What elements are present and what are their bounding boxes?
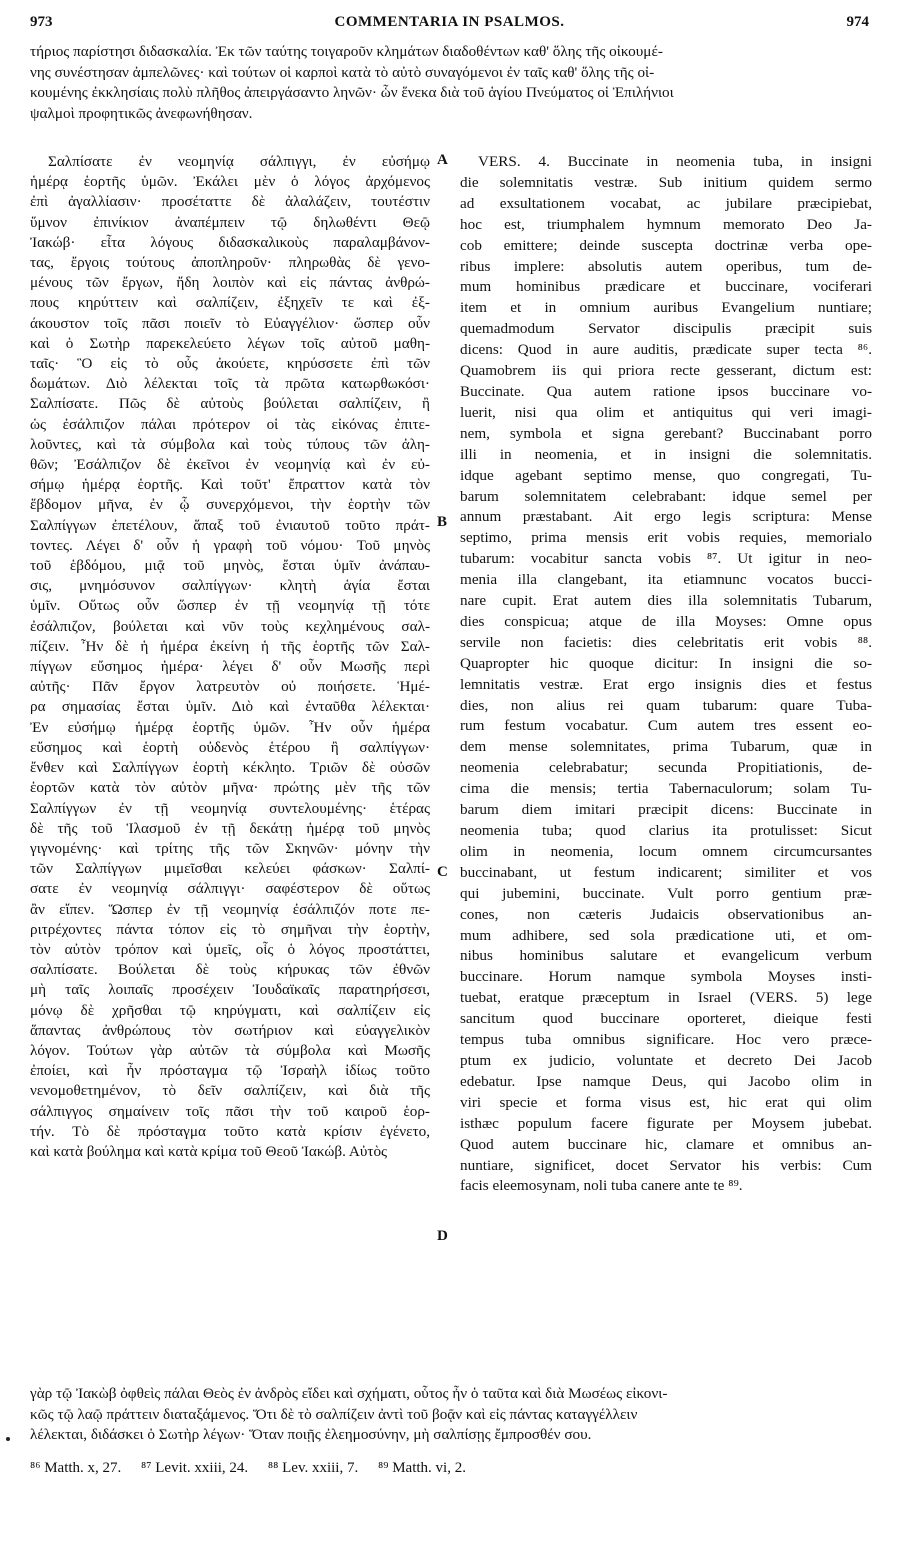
running-head	[30, 14, 869, 36]
page-title: COMMENTARIA IN PSALMOS.	[334, 14, 565, 30]
column-line: Buccinate. Qua autem ratione ipsos buccinare vo-	[460, 382, 872, 400]
column-line: buccinare. Horum namque symbola Moyses insti-	[460, 968, 872, 986]
column-line: ὕμνον ἐπινίκιον ἀναπέμπειν τῷ δηλωθέντι Θεῷ	[30, 213, 430, 231]
column-line: rum festum vocabatur. Cum autem tres essent eo-	[460, 717, 872, 735]
column-line: καὶ ὁ Σωτὴρ παρεκελεύετο λέγων τοῖς αὐτοῦ μαθη-	[30, 334, 430, 352]
column-line: Σαλπίγγων ἐπετέλουν, ἅπαξ τοῦ ἐνιαυτοῦ τοῦτο πράτ-	[30, 516, 430, 534]
footnotes	[30, 1460, 872, 1477]
column-line: cob emittere; deinde suscepta doctrinæ verba ope-	[460, 236, 872, 254]
column-line: ἅπαντας ἀνθρώπους τὸν σωτήριον καὶ εὐαγγελικὸν	[30, 1021, 430, 1039]
text-line: νης συνέστησαν ἀμπελῶνες· καὶ τούτων οἱ καρποὶ κατὰ τὸ αὐτὸ συναγόμενοι ἐν ταῖς καθ' ὅλης τῆς οἰ-	[30, 63, 655, 81]
column-line: Σαλπίσατε ἐν νεομηνίᾳ σάλπιγγι, ἐν εὐσήμῳ	[48, 153, 430, 170]
column-line: cones, non cæteris Judaicis observationibus an-	[460, 905, 872, 923]
column-line: mum adhibere, sed sola prædicatione uti, et om-	[460, 926, 872, 944]
column-line: neomenia celebrabatur; secunda Propitiationis, de-	[460, 759, 872, 777]
footnote: ⁸⁷ Levit. xxiii, 24.	[141, 1460, 249, 1476]
column-line: tempus tuba omnibus significare. Hoc vero præce-	[460, 1031, 872, 1049]
column-line: dem mense solemnitates, prima Tubarum, quæ in	[460, 738, 872, 756]
column-line: dies, non alius rei quam tubarum: quare Tuba-	[460, 696, 872, 714]
column-line: VERS. 4. Buccinate in neomenia tuba, in insigni	[478, 153, 872, 170]
column-line: ptum ex judicio, voluntate et decreto Dei Jacob	[460, 1051, 872, 1069]
column-line: mum hominibus prædicare et buccinare, vociferari	[460, 278, 872, 296]
text-line: κουμένης ἐκκλησίαις πολὺ πλῆθος ἀπειργάσαντο ληνῶν· ὧν ἕνεκα διὰ τοῦ ἁγίου Πνεύματος οἱ Ἐπιλήνιοι	[30, 84, 674, 101]
column-line: isthæc populum facere figurate per Moysem jubebat.	[460, 1114, 872, 1132]
text-line: κῶς τῷ λαῷ πράττειν διαταξάμενος. Ὅτι δὲ τὸ σαλπίζειν ἀντὶ τοῦ βοᾷν καὶ εἰς πάντας καταγγέλλειν	[30, 1405, 638, 1423]
top-full-width-paragraph	[30, 42, 872, 124]
column-line: item et in omnium auribus Evangelium nuntiare;	[460, 299, 872, 317]
column-line: ἐποίει, καὶ ἦν πρόσταγμα τῷ Ἰσραὴλ ἰδίως τοῦτο	[30, 1062, 430, 1080]
column-line: nibus hominibus salutare et evangelicum verbum	[460, 947, 872, 965]
column-line: ρα σημασίας ἔσται ὑμῖν. Διὸ καὶ ἐνταῦθα λέλεκται·	[30, 698, 430, 716]
column-line: idque agebant septimo mense, quo congregati, Tu-	[460, 466, 872, 484]
column-line: πίγγων εὔσημος ἡμέρα· λέγει δ' οὖν Μωσῆς περὶ	[30, 658, 430, 676]
column-line: νενομοθετημένον, τὸ δεῖν σαλπίζειν, καὶ διὰ τῆς	[30, 1082, 430, 1100]
column-line: dicens: Quod in aure auditis, prædicate super tecta ⁸⁶.	[460, 341, 872, 359]
column-line: τὸν αὐτὸν τρόπον καὶ ὑμεῖς, οἷς ὁ λόγος προστάττει,	[30, 940, 430, 958]
column-line: εὔσημος καὶ ἑορτὴ οὐδενὸς ἑτέρου ἢ σαλπίγγων·	[30, 738, 430, 756]
column-line: Quod autem buccinare hic, clamare et omnibus an-	[460, 1135, 872, 1153]
column-line: nem, symbola et signa gerebant? Buccinabant porro	[460, 424, 872, 442]
column-line: πίζειν. Ἦν δὲ ἡ ἡμέρα ἐκείνη ἡ τῆς ἑορτῆς τῶν Σαλ-	[30, 637, 430, 655]
column-line: άκουστον τοῖς πᾶσι ποιεῖν τὸ Εὐαγγέλιον· ὥσπερ οὖν	[30, 314, 430, 332]
section-marker-b: B	[437, 514, 448, 530]
column-line: ὡς ἐσάλπιζον πάλαι πρότερον οἱ τὰς εἰκόνας ἐπιτε-	[30, 415, 430, 433]
column-line: μόνῳ δὲ χρῆσθαι τῷ κηρύγματι, καὶ σαλπίζειν εἰς	[30, 1001, 430, 1019]
column-line: buccinabant, ut festum indicarent; similiter et vos	[460, 863, 872, 881]
column-line: σήμῳ ἡμέρᾳ ἑορτῆς. Καὶ τοῦτ' ἔπραττον κατὰ τὸν	[30, 476, 430, 494]
column-line: ταῖς· Ὃ εἰς τὸ οὖς ἀκούετε, κηρύσσετε ἐπὶ τῶν	[30, 355, 430, 373]
column-line: ὑμῖν. Οὕτως οὖν ὥσπερ ἐν τῇ νεομηνίᾳ τῇ τότε	[30, 597, 430, 615]
column-line: καὶ κατὰ βούλημα καὶ κατὰ κρίμα τοῦ Θεοῦ Ἰακώβ. Αὐτὸς	[30, 1142, 388, 1160]
column-line: ἐσάλπιζον, βούλεται καὶ νῦν τοὺς κεχλημένους σαλ-	[30, 617, 430, 635]
column-line: ἡμέρᾳ ἑορτῆς ὑμῶν. Ἐκάλει μὲν ὁ λόγος ἀρχόμενος	[30, 173, 430, 191]
column-line: olim in neomenia, locum omnem circumcursantes	[460, 842, 872, 860]
column-line: qui jubemini, buccinate. Vult porro gentium præ-	[460, 884, 872, 902]
column-line: ἐπὶ ἀγαλλίασιν· προσέταττε δὲ ἀλαλάζειν, τουτέστιν	[30, 193, 430, 211]
column-line: δωμάτων. Διὸ λέλεκται τοῖς τὰ πρῶτα κατωρθωκόσι·	[30, 375, 430, 393]
column-line: πους κηρύττειν καὶ σαλπίζειν, ἐξηχεῖν τε καὶ ἐξ-	[30, 294, 430, 312]
column-line: cima die mensis; tertia Tabernaculorum; solam Tu-	[460, 780, 872, 798]
column-line: τας, ἔργοις τούτους ἀποπληροῦν· πληρωθὰς δὲ γενο-	[30, 254, 430, 272]
column-line: μένους τῶν ἔργων, ἤδη λοιπὸν καὶ εἰς πάντας ἀνθρώ-	[30, 274, 430, 292]
column-line: ἔνθεν καὶ Σαλπίγγων ἑορτὴ κέκληto. Τριῶν δὲ οὐσῶν	[30, 759, 430, 777]
column-line: τοντες. Λέγει δ' οὖν ἡ γραφὴ τοῦ νόμου· Τοῦ μηνὸς	[30, 536, 430, 554]
text-line: γὰρ τῷ Ἰακὼβ ὀφθεὶς πάλαι Θεὸς ἐν ἀνδρὸς εἴδει καὶ σχήματι, οὗτος ἦν ὁ ταῦτα καὶ διὰ Μωσέως εἰκονι-	[30, 1385, 668, 1402]
column-line: σατε ἐν νεομηνίᾳ σάλπιγγι· σαφέστερον δὲ οὕτως	[30, 880, 430, 898]
page-number-left: 973	[30, 14, 53, 30]
greek-column	[30, 152, 430, 1162]
column-line: annum præstabant. Ait ergo legis scriptura: Mense	[460, 508, 872, 526]
column-line: hoc est, triumphalem hymnum memorato Deo Ja-	[460, 215, 872, 233]
footnote: ⁸⁶ Matth. x, 27.	[30, 1460, 122, 1476]
footnote: ⁸⁹ Matth. vi, 2.	[377, 1460, 466, 1476]
section-marker-d: D	[437, 1228, 448, 1244]
column-line: facis eleemosynam, noli tuba canere ante te ⁸⁹.	[460, 1177, 743, 1195]
column-line: ἕβδομον μῆνα, ἐν ᾧ συνερχόμενοι, τὴν ἑορτὴν τῶν	[30, 496, 430, 514]
column-line: barum solemnitatem celebrabant: idque semel per	[460, 487, 872, 505]
column-line: Ἰακώβ· εἶτα λόγους διδασκαλικοὺς παραλαμβάνον-	[30, 233, 430, 251]
column-line: edebatur. Ipse namque Deus, qui Jacobo olim in	[460, 1072, 872, 1090]
section-marker-c: C	[437, 864, 448, 880]
column-line: tuebat, eratque præceptum in Israel (VERS. 5) lege	[460, 989, 872, 1007]
column-line: μὴ ταῖς λοιπαῖς προσέχειν Ἰουδαϊκαῖς παρατηρήσεσι,	[30, 981, 430, 999]
column-line: servile non facietis: dies celebritatis erit vobis ⁸⁸.	[460, 633, 872, 651]
column-line: ἂν εἴπεν. Ὥσπερ ἐν τῇ νεομηνίᾳ ἐσάλπιζόν ποτε πε-	[30, 900, 430, 918]
latin-column	[460, 152, 872, 1197]
column-line: γιγνομένης· καὶ τρίτης τῆς τῶν Σκηνῶν· μόνην τὴν	[30, 839, 430, 857]
column-line: nare cupit. Erat autem dies illa solemnitatis Tubarum,	[460, 592, 872, 610]
column-line: σάλπιγγος σημαίνειν τοῖς πᾶσι τὴν τοῦ καιροῦ ἑορ-	[30, 1102, 430, 1120]
section-marker-a: A	[437, 152, 448, 168]
column-line: ριτρέχοντες πάντα τόπον εἰς τὸ σημῆναι τὴν ἑορτὴν,	[30, 920, 430, 938]
column-line: τῶν Σαλπίγγων μιμεῖσθαι κελεύει φάσκων· Σαλπί-	[30, 860, 430, 878]
column-line: Ἐν εὐσήμῳ ἡμέρᾳ ἑορτῆς ὑμῶν. Ἦν οὖν ἡμέρα	[30, 718, 430, 736]
column-line: αὐτῆς· Πᾶν ἔργον λατρευτὸν οὐ ποιήσετε. Ἡμέ-	[30, 678, 430, 696]
column-line: luerit, nisi qua olim et antiquitus qui veri imagi-	[460, 403, 872, 421]
column-line: λόγον. Τούτων γὰρ αὐτῶν τὰ σύμβολα καὶ Μωσῆς	[30, 1041, 430, 1059]
column-line: menia illa clangebant, ita etiamnunc vocatos bucci-	[460, 571, 872, 589]
column-line: τοῦ ἑβδόμου, μιᾷ τοῦ μηνὸς, ἔσται ὑμῖν ἀνάπαυ-	[30, 557, 430, 575]
column-line: viri specie et forma visus est, hic erat qui olim	[460, 1093, 872, 1111]
column-line: τήν. Τὸ δὲ πρόσταγμα τοῦτο κατὰ κρίσιν ἐγένετο,	[30, 1122, 430, 1140]
column-line: Σαλπίγγων ἐν τῇ νεομηνίᾳ συντελουμένης· ἑτέρας	[30, 799, 430, 817]
column-line: lemnitatis vestræ. Erat ergo insignis dies et festus	[460, 675, 872, 693]
column-line: septimo, prima mensis erit vobis requies, memorialo	[460, 529, 872, 547]
column-line: Quamobrem iis qui priora recte gesserant, dictum est:	[460, 362, 872, 380]
footnote: ⁸⁸ Lev. xxiii, 7.	[267, 1460, 359, 1476]
column-line: Σαλπίσατε. Πῶς δὲ αὐτοὺς βούλεται σαλπίζειν, ἢ	[30, 395, 430, 413]
column-line: tubarum: vocabitur sancta vobis ⁸⁷. Ut igitur in neo-	[460, 550, 872, 568]
text-line: λέλεκται, διδάσκει ὁ Σωτὴρ λέγων· Ὅταν ποιῇς ἐλεημοσύνην, μὴ σαλπίσῃς ἔμπροσθέν σου.	[30, 1426, 592, 1443]
text-line: ψαλμοὶ προφητικῶς ἀνεφωνήθησαν.	[30, 104, 253, 122]
column-line: nuntiare, significet, docet Servator his verbis: Cum	[460, 1156, 872, 1174]
column-line: δὲ τῆς τοῦ Ἱλασμοῦ ἐν τῇ δεκάτῃ ἡμέρᾳ τοῦ μηνὸς	[30, 819, 430, 837]
column-line: σις, μνημόσυνον σαλπίγγων· κλητὴ ἁγία ἔσται	[30, 577, 430, 595]
text-line: τήριος παρίστησι διδασκαλία. Ἐκ τῶν ταύτης τοιγαροῦν κλημάτων διαδοθέντων καθ' ὅλης τῆς οἰκουμέ-	[30, 43, 663, 60]
column-line: quemadmodum Servator discipulis præcipit suis	[460, 320, 872, 338]
column-line: die solemnitatis vestræ. Sub initium quidem sermo	[460, 173, 872, 191]
column-line: θῶν; Ἐσάλπιζον δὲ ἐκεῖνοι ἐν νεομηνίᾳ καὶ ἐν εὐ-	[30, 456, 430, 474]
column-line: ribus implere: absolutis autem operibus, tum de-	[460, 257, 872, 275]
column-line: σαλπίσατε. Βούλεται δὲ τοὺς κήρυκας τῶν ἐθνῶν	[30, 961, 430, 979]
margin-mark	[6, 1437, 10, 1441]
column-line: ἑορτῶν κατὰ τὸν αὐτὸν μῆνα· πρώτης μὲν τῆς τῶν	[30, 779, 430, 797]
bottom-full-width-paragraph	[30, 1384, 872, 1446]
column-line: λοῦντες, καὶ τὰ σύμβολα καὶ τοὺς τύπους τῶν ἀλη-	[30, 435, 430, 453]
column-line: ad exsultationem vocabat, ac jubilare præcipiebat,	[460, 194, 872, 212]
column-line: sancitum quod buccinare oporteret, dieique festi	[460, 1010, 872, 1028]
column-line: illi in neomenia, et in insigni die solemnitatis.	[460, 445, 872, 463]
column-line: Quapropter hic quoque dicitur: In insigni die so-	[460, 654, 872, 672]
column-line: neomenia tuba; quod clarius ita protulisset: Sicut	[460, 822, 872, 839]
column-line: dies conspicua; atque de illa Moyses: Omne opus	[460, 612, 872, 630]
page-number-right: 974	[846, 14, 869, 30]
column-line: barum diem imitari præcipit dicens: Buccinate in	[460, 801, 872, 819]
